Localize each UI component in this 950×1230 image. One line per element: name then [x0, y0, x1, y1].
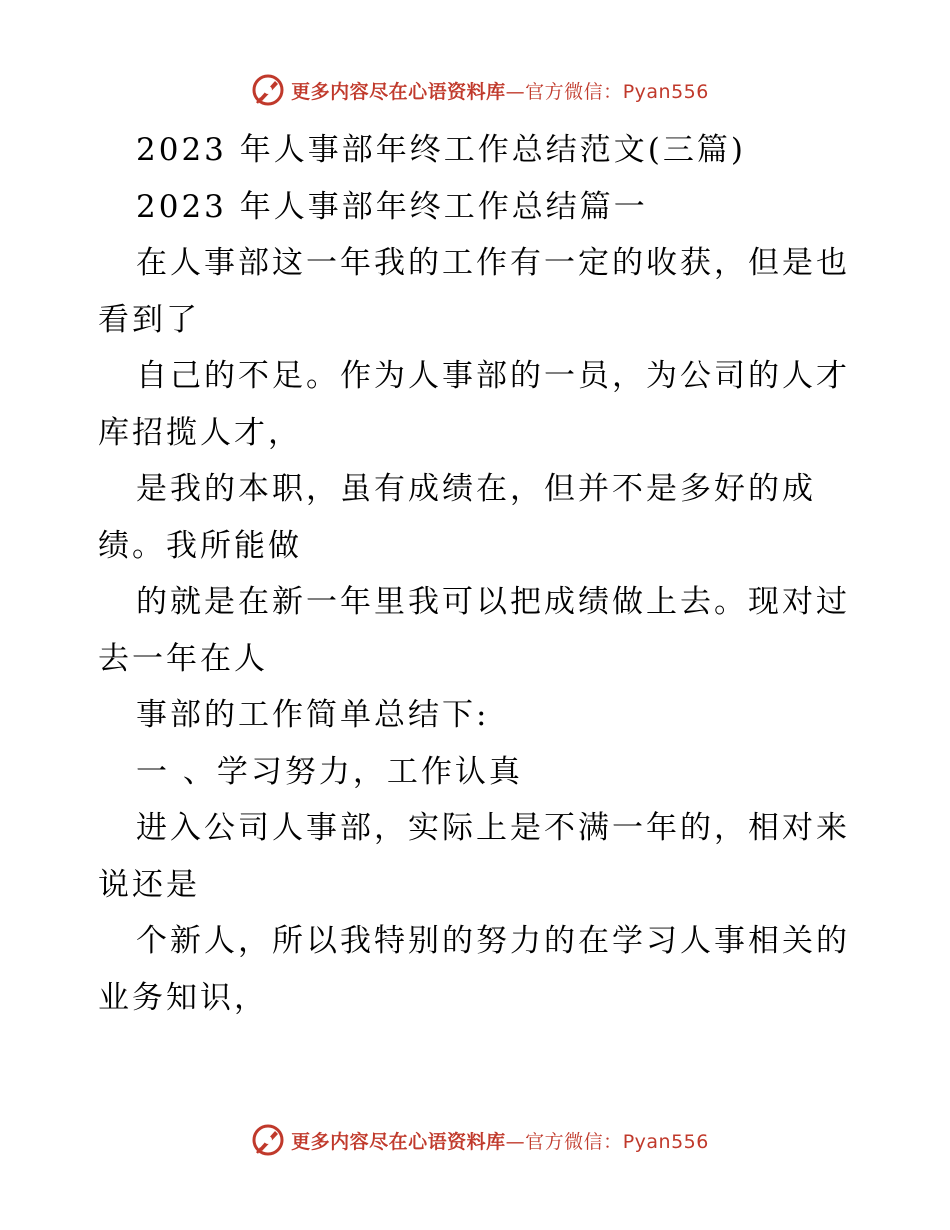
- quill-seal-icon: [251, 1123, 285, 1157]
- paragraph-line: 的就是在新一年里我可以把成绩做上去。现对过: [136, 584, 850, 620]
- paragraph-line: 在人事部这一年我的工作有一定的收获，但是也: [136, 245, 850, 281]
- section-heading: 2023 年人事部年终工作总结篇一: [136, 188, 648, 225]
- paragraph-line: 个新人，所以我特别的努力的在学习人事相关的: [136, 923, 850, 959]
- banner-separator: —: [505, 1130, 526, 1153]
- banner-prefix: 官方微信：: [525, 1130, 623, 1153]
- document-title: 2023 年人事部年终工作总结范文(三篇): [136, 132, 746, 168]
- banner-wechat-id: Pyan556: [622, 1130, 709, 1153]
- quill-seal-icon: [251, 73, 285, 107]
- banner-content: [251, 1123, 709, 1157]
- paragraph-line: 去一年在人: [98, 640, 268, 677]
- banner-brand: 更多内容尽在心语资料库: [291, 80, 506, 103]
- banner-brand: 更多内容尽在心语资料库: [291, 1130, 506, 1153]
- paragraph-line: 一 、学习努力，工作认真: [136, 753, 523, 790]
- paragraph-line: 进入公司人事部，实际上是不满一年的，相对来: [136, 810, 850, 846]
- paragraph-line: 事部的工作简单总结下:: [136, 697, 490, 733]
- banner-separator: —: [505, 80, 526, 103]
- paragraph-line: 是我的本职，虽有成绩在，但并不是多好的成: [136, 471, 816, 507]
- paragraph-line: 业务知识，: [98, 979, 268, 1016]
- document-body: [98, 122, 858, 1026]
- paragraph-line: 看到了: [98, 301, 200, 338]
- banner-prefix: 官方微信：: [525, 80, 623, 103]
- paragraph-line: 说还是: [98, 866, 200, 903]
- paragraph-line: 库招揽人才，: [98, 414, 302, 451]
- banner-wechat-id: Pyan556: [622, 80, 709, 103]
- banner-text: [291, 1127, 709, 1154]
- paragraph-line: 自己的不足。作为人事部的一员，为公司的人才: [136, 358, 850, 394]
- paragraph-line: 绩。我所能做: [98, 527, 302, 564]
- footer-banner: [0, 1120, 950, 1160]
- header-banner: [0, 70, 950, 110]
- banner-content: [251, 73, 709, 107]
- banner-text: [291, 77, 709, 104]
